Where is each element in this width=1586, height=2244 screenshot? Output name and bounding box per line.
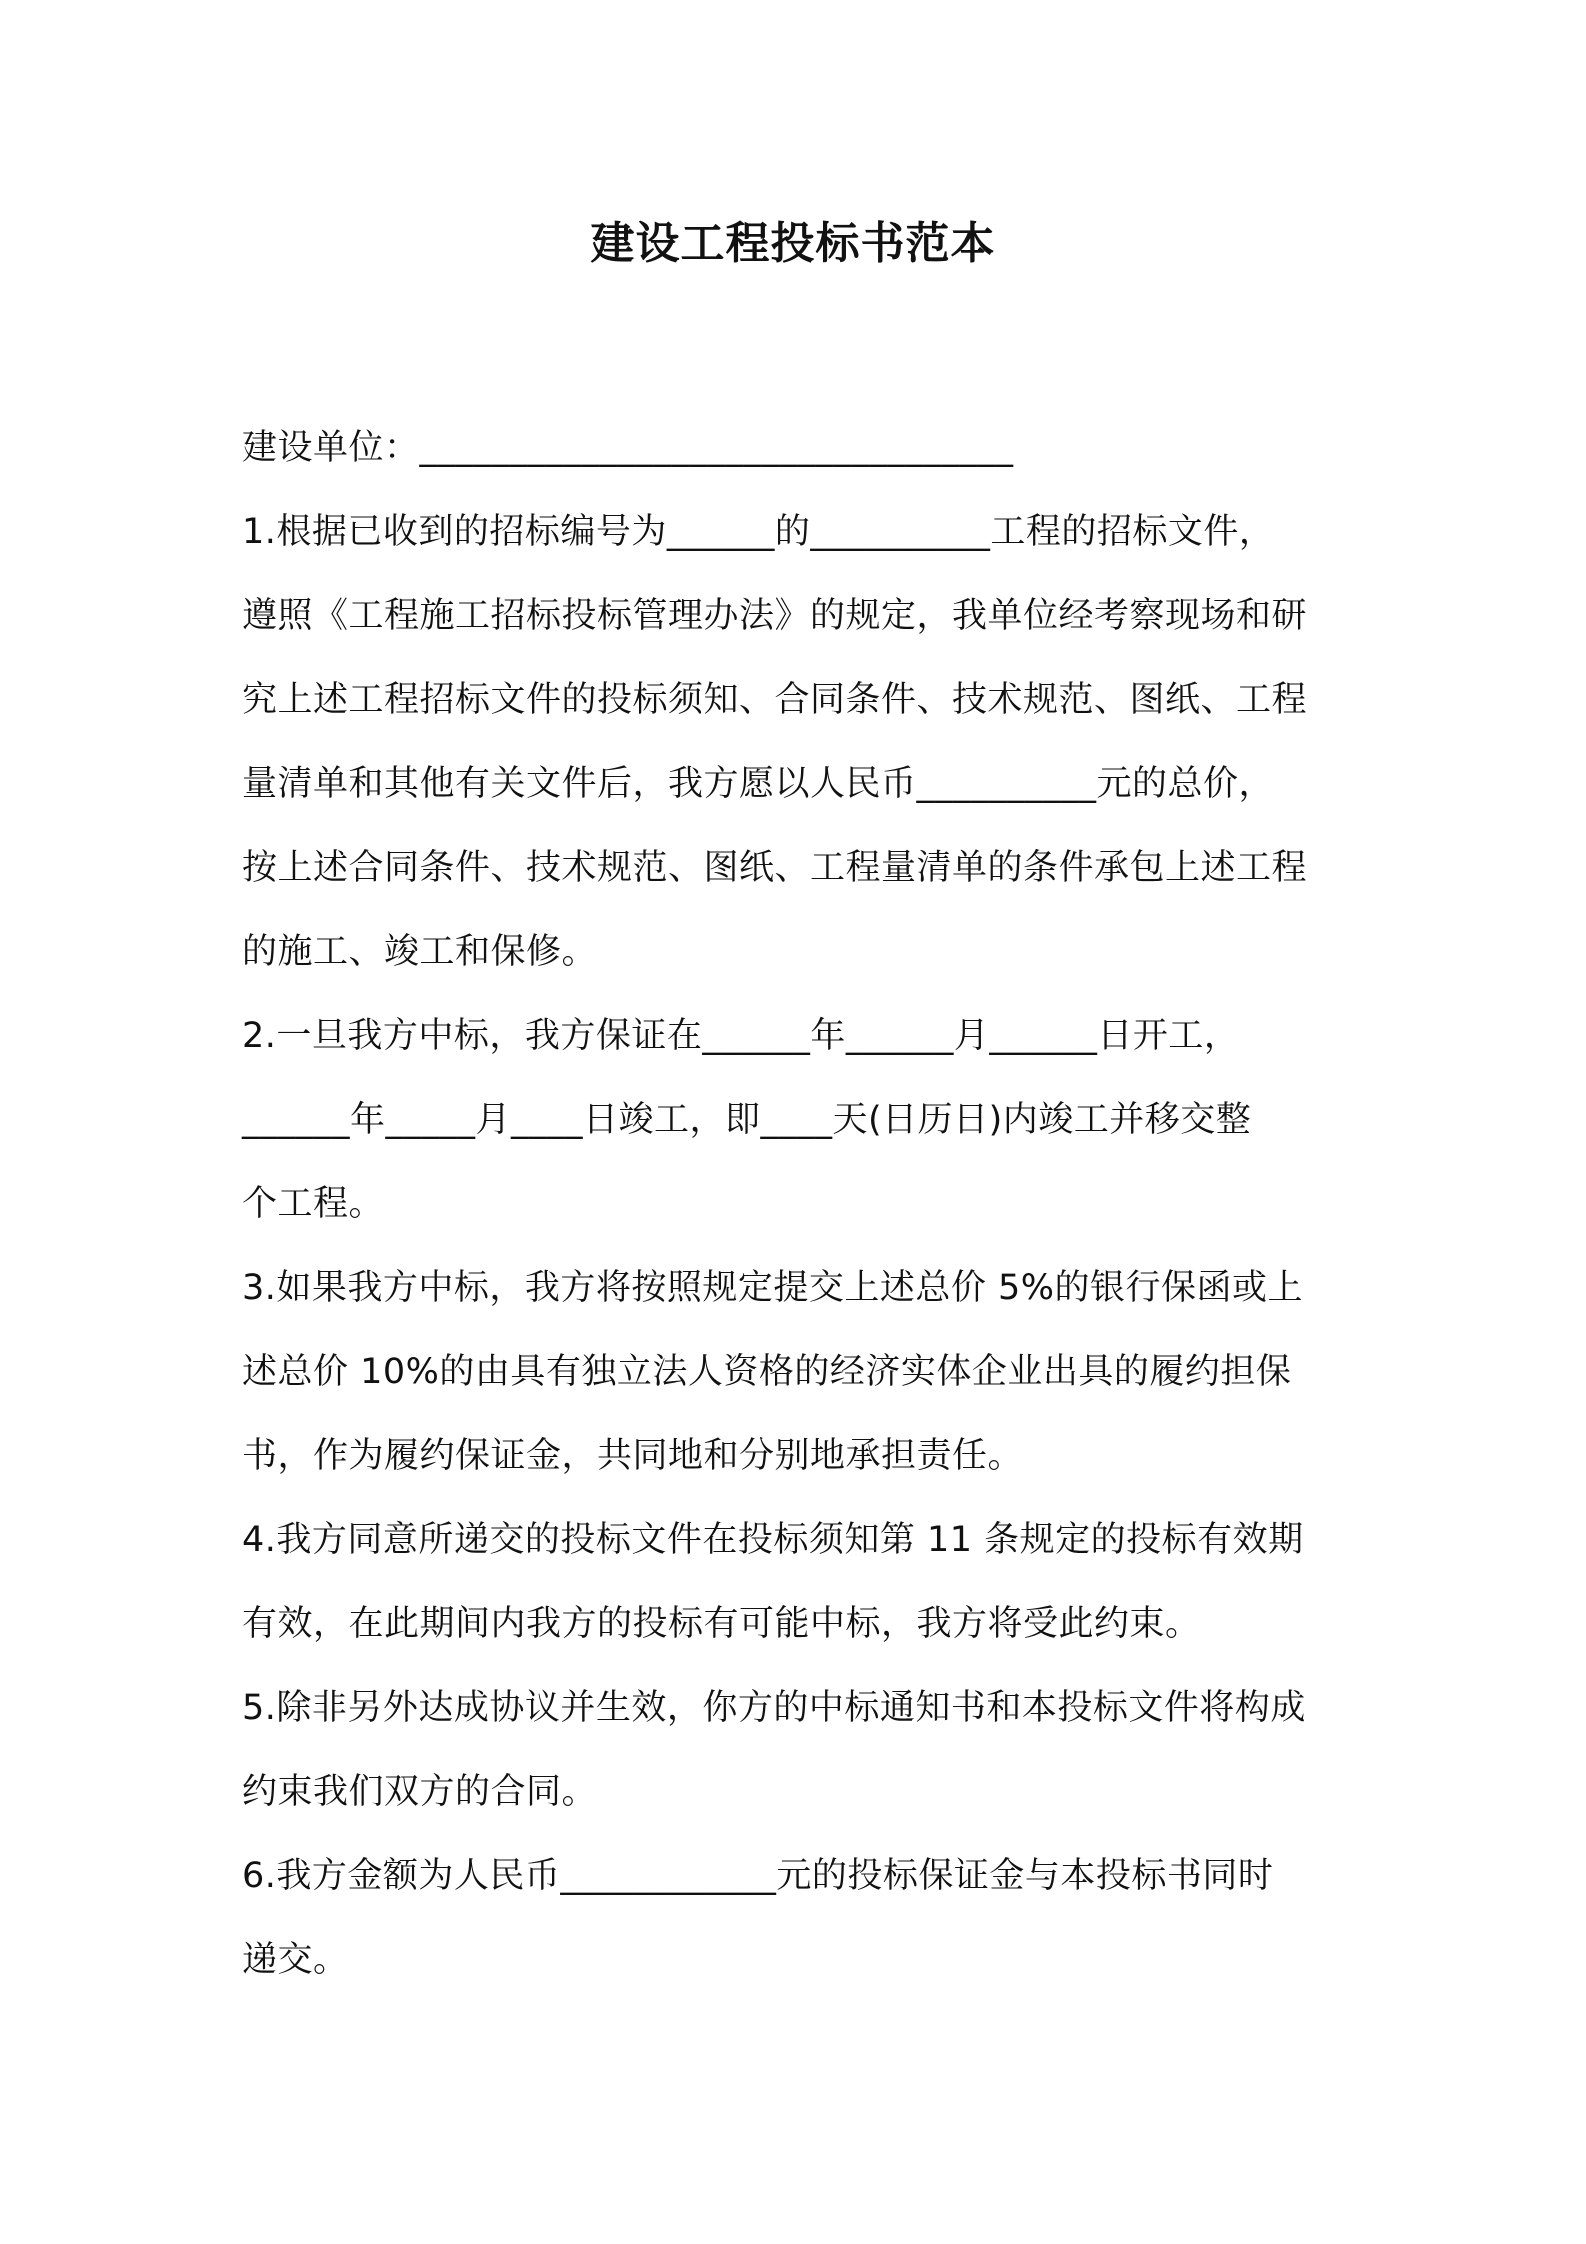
clause-2-line: 个工程。 <box>242 1184 385 1224</box>
clause-1-line: 量清单和其他有关文件后，我方愿以人民币__________元的总价， <box>242 764 1275 804</box>
clause-1-line: 1.根据已收到的招标编号为______的__________工程的招标文件， <box>242 512 1275 552</box>
clause-1-line: 的施工、竣工和保修。 <box>242 932 598 972</box>
clause-2-line: ______年_____月____日竣工，即____天(日历日)内竣工并移交整 <box>242 1100 1252 1140</box>
clause-5-line: 约束我们双方的合同。 <box>242 1772 598 1812</box>
clause-1-line: 按上述合同条件、技术规范、图纸、工程量清单的条件承包上述工程 <box>242 848 1308 888</box>
document-body <box>242 406 1362 2002</box>
clause-1-line: 遵照《工程施工招标投标管理办法》的规定，我单位经考察现场和研 <box>242 596 1308 636</box>
clause-6-line: 递交。 <box>242 1940 349 1980</box>
clause-3-line: 3.如果我方中标，我方将按照规定提交上述总价 5%的银行保函或上 <box>242 1268 1304 1308</box>
clause-6-line: 6.我方金额为人民币____________元的投标保证金与本投标书同时 <box>242 1856 1274 1896</box>
clause-3-line: 述总价 10%的由具有独立法人资格的经济实体企业出具的履约担保 <box>242 1352 1292 1392</box>
clause-5-line: 5.除非另外达成协议并生效，你方的中标通知书和本投标文件将构成 <box>242 1688 1306 1728</box>
clause-2-line: 2.一旦我方中标，我方保证在______年______月______日开工， <box>242 1016 1240 1056</box>
clause-3-line: 书，作为履约保证金，共同地和分别地承担责任。 <box>242 1436 1024 1476</box>
field-construction-unit: 建设单位：_________________________________ <box>242 428 1014 468</box>
document-title: 建设工程投标书范本 <box>590 218 996 269</box>
clause-4-line: 4.我方同意所递交的投标文件在投标须知第 11 条规定的投标有效期 <box>242 1520 1304 1560</box>
clause-4-line: 有效，在此期间内我方的投标有可能中标，我方将受此约束。 <box>242 1604 1201 1644</box>
clause-1-line: 究上述工程招标文件的投标须知、合同条件、技术规范、图纸、工程 <box>242 680 1308 720</box>
